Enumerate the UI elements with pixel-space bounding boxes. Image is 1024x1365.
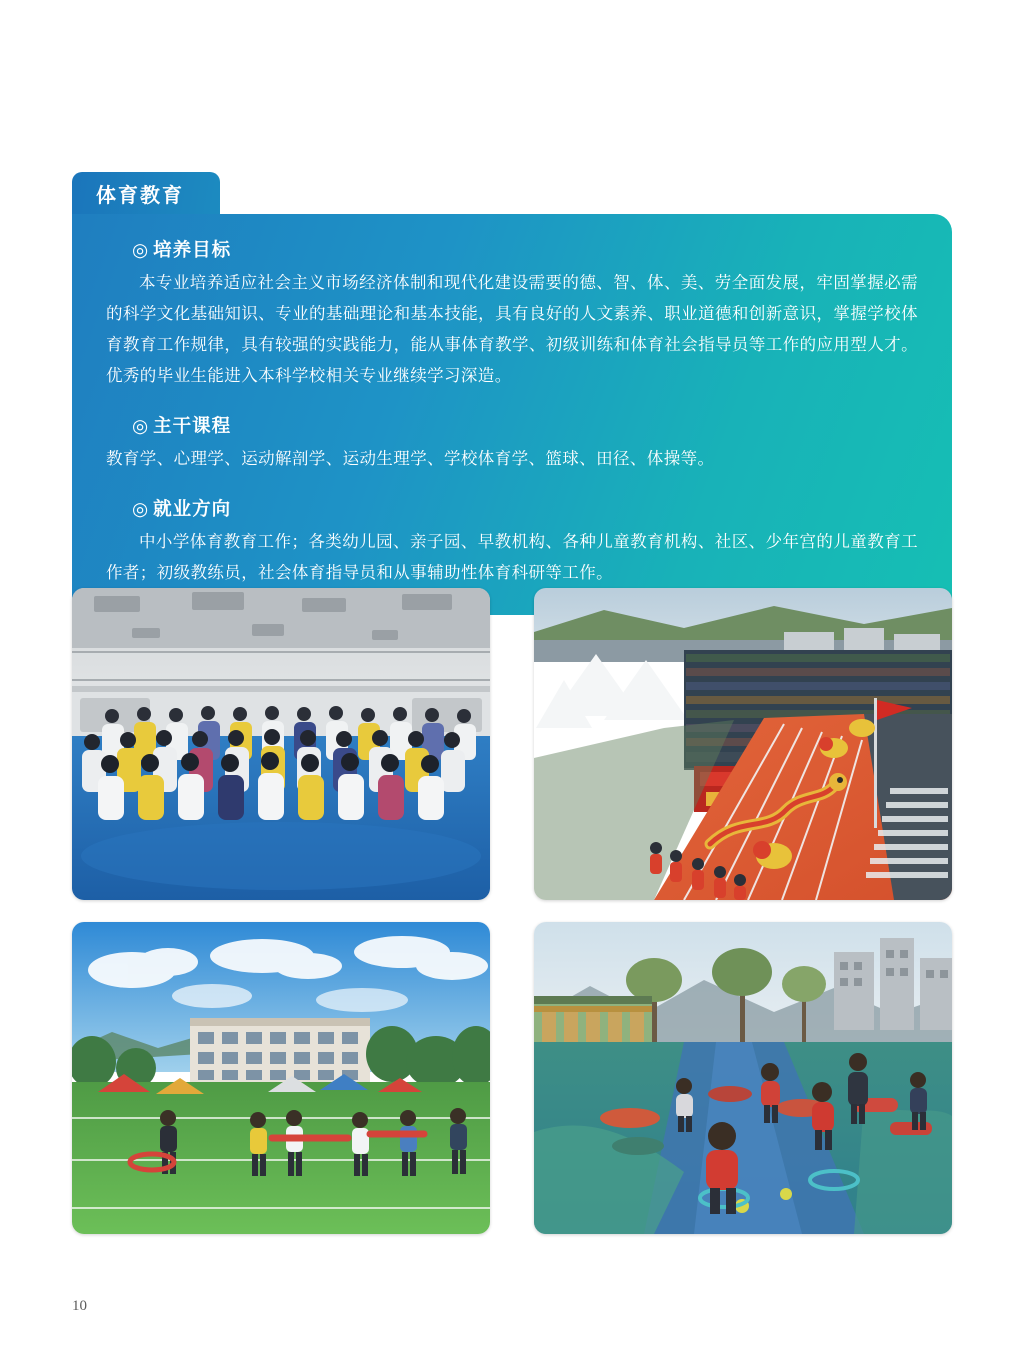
section-heading-text: 就业方向 bbox=[153, 498, 232, 519]
card-tab-title bbox=[72, 172, 220, 214]
photo-sports-meeting-dragon-dance bbox=[534, 588, 952, 900]
bullet-icon: ◎ bbox=[132, 498, 150, 519]
bullet-icon: ◎ bbox=[132, 415, 150, 436]
section-heading-text: 主干课程 bbox=[153, 415, 232, 436]
photo-outdoor-field-activity bbox=[72, 922, 490, 1234]
section-heading-text: 培养目标 bbox=[153, 239, 232, 260]
page-number: 10 bbox=[72, 1298, 87, 1314]
photo-illustration bbox=[72, 588, 490, 900]
photo-kindergarten-playground bbox=[534, 922, 952, 1234]
card-body bbox=[72, 214, 952, 615]
photo-illustration bbox=[534, 922, 952, 1234]
program-name-label: 体育教育 bbox=[96, 184, 184, 207]
photo-group-photo-indoor-gym bbox=[72, 588, 490, 900]
bullet-icon: ◎ bbox=[132, 239, 150, 260]
section-body-core-courses: 教育学、心理学、运动解剖学、运动生理学、学校体育学、篮球、田径、体操等。 bbox=[106, 450, 715, 468]
section-heading-training-goal bbox=[132, 236, 918, 262]
photo-illustration bbox=[534, 588, 952, 900]
section-heading-career-direction bbox=[132, 495, 918, 521]
photo-gallery bbox=[72, 588, 952, 1234]
section-body-training-goal: 本专业培养适应社会主义市场经济体制和现代化建设需要的德、智、体、美、劳全面发展，牢固掌握必需的科学文化基础知识、专业的基础理论和基本技能，具有良好的人文素养、职业道德和创新意识，掌握学校体育教育工作规律，具有较强的实践能力，能从事体育教学、初级训练和体育社会指导员等工作的应用型人才。优秀的毕业生能进入本科学校相关专业继续学习深造。 bbox=[106, 274, 918, 385]
section-heading-core-courses bbox=[132, 412, 918, 438]
photo-illustration bbox=[72, 922, 490, 1234]
section-body-career-direction: 中小学体育教育工作；各类幼儿园、亲子园、早教机构、各种儿童教育机构、社区、少年宫的儿童教育工作者；初级教练员，社会体育指导员和从事辅助性体育科研等工作。 bbox=[106, 533, 918, 582]
